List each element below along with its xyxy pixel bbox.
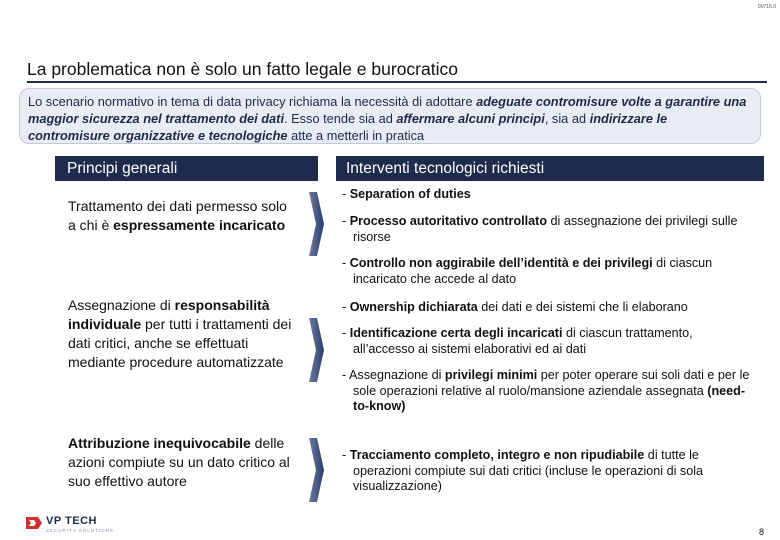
principle-3-bold: Attribuzione inequivocabile [68,435,251,451]
intervention-3-prefix: - [342,256,350,270]
intervention-5-text: di ciascun trattamento, all’accesso ai sistemi elaborativi ed ai dati [353,326,693,356]
intervention-7-text: di tutte le operazioni compiute sui dati critici (incluse le operazioni di sola visualizzazione) [353,448,703,493]
header-interventions: Interventi tecnologici richiesti [336,156,764,181]
principle-1-text: Trattamento dei dati permesso solo a chi è [68,198,287,233]
principle-3-text-2: delle azioni compiute su un dato critico al suo effettivo autore [68,435,290,489]
intervention-2 [342,214,753,245]
principle-1-bold: espressamente incaricato [113,217,286,233]
intervention-7 [342,448,753,495]
intro-text-3: , sia ad [544,111,590,126]
arrow-1-icon [307,192,325,256]
intervention-2-bold: Processo autoritativo controllato [349,214,548,228]
page-title: La problematica non è solo un fatto legale e burocratico [27,59,458,79]
principle-2-bold: responsabilità individuale [68,297,270,332]
intervention-3 [342,256,753,287]
title-divider [27,81,767,83]
intervention-6-text: per poter operare sui soli dati e per le sole operazioni relative al ruolo/mansione aziendale assegnata [353,368,750,398]
intervention-6 [342,368,753,415]
intervention-6-prefix: - Assegnazione di [342,368,445,382]
intervention-2-prefix: - [342,214,350,228]
logo-mark-icon [26,516,42,534]
intervention-3-bold: Controllo non aggirabile dell’identità e dei privilegi [349,256,653,270]
logo-name: VP TECH [46,515,97,527]
header-principles: Principi generali [55,156,318,181]
intervention-2-text: di assegnazione dei privilegi sulle risorse [353,214,738,244]
intervention-6-bold: privilegi minimi [444,368,538,382]
intro-text-4: atte a metterli in pratica [287,128,425,143]
intro-bold-3: indirizzare le contromisure organizzative e tecnologiche [28,111,668,143]
logo-tagline: SECURITY SOLUTIONS [46,528,114,533]
intervention-5 [342,326,753,357]
arrow-3-icon [307,438,325,502]
intervention-3-text: di ciascun incaricato che accede al dato [353,256,713,286]
intervention-7-bold: Tracciamento completo, integro e non ripudiabile [349,448,645,462]
intervention-4 [342,300,753,316]
intervention-6-bold-2: (need-to-know) [353,383,746,413]
intervention-1-bold: Separation of duties [349,187,471,201]
intervention-1 [342,187,753,203]
principle-3 [68,434,293,491]
principle-2-text-2: per tutti i trattamenti dei dati critici, anche se effettuati mediante procedure automatizzate [68,316,292,370]
intervention-7-prefix: - [342,448,350,462]
intervention-5-bold: Identificazione certa degli incaricati [349,326,563,340]
intervention-1-prefix: - [342,187,350,201]
intervention-5-prefix: - [342,326,350,340]
intervention-4-text: dei dati e dei sistemi che li elaborano [477,300,688,314]
intro-text-1: Lo scenario normativo in tema di data privacy richiama la necessità di adottare [28,94,477,109]
page-code: 00715.0 [757,4,776,10]
principle-2-text: Assegnazione di [68,297,175,313]
intro-bold-2: affermare alcuni principi [396,111,545,126]
principle-2 [68,296,293,372]
intro-text-2: . Esso tende sia ad [284,111,397,126]
page-number: 8 [758,527,764,537]
vp-tech-logo [26,514,136,536]
intro-bold-1: adeguate contromisure volte a garantire una maggior sicurezza nel trattamento dei dati [28,94,747,126]
intervention-4-prefix: - [342,300,350,314]
principle-1 [68,197,293,235]
intro-box [19,88,761,144]
intervention-4-bold: Ownership dichiarata [349,300,478,314]
arrow-2-icon [307,318,325,382]
